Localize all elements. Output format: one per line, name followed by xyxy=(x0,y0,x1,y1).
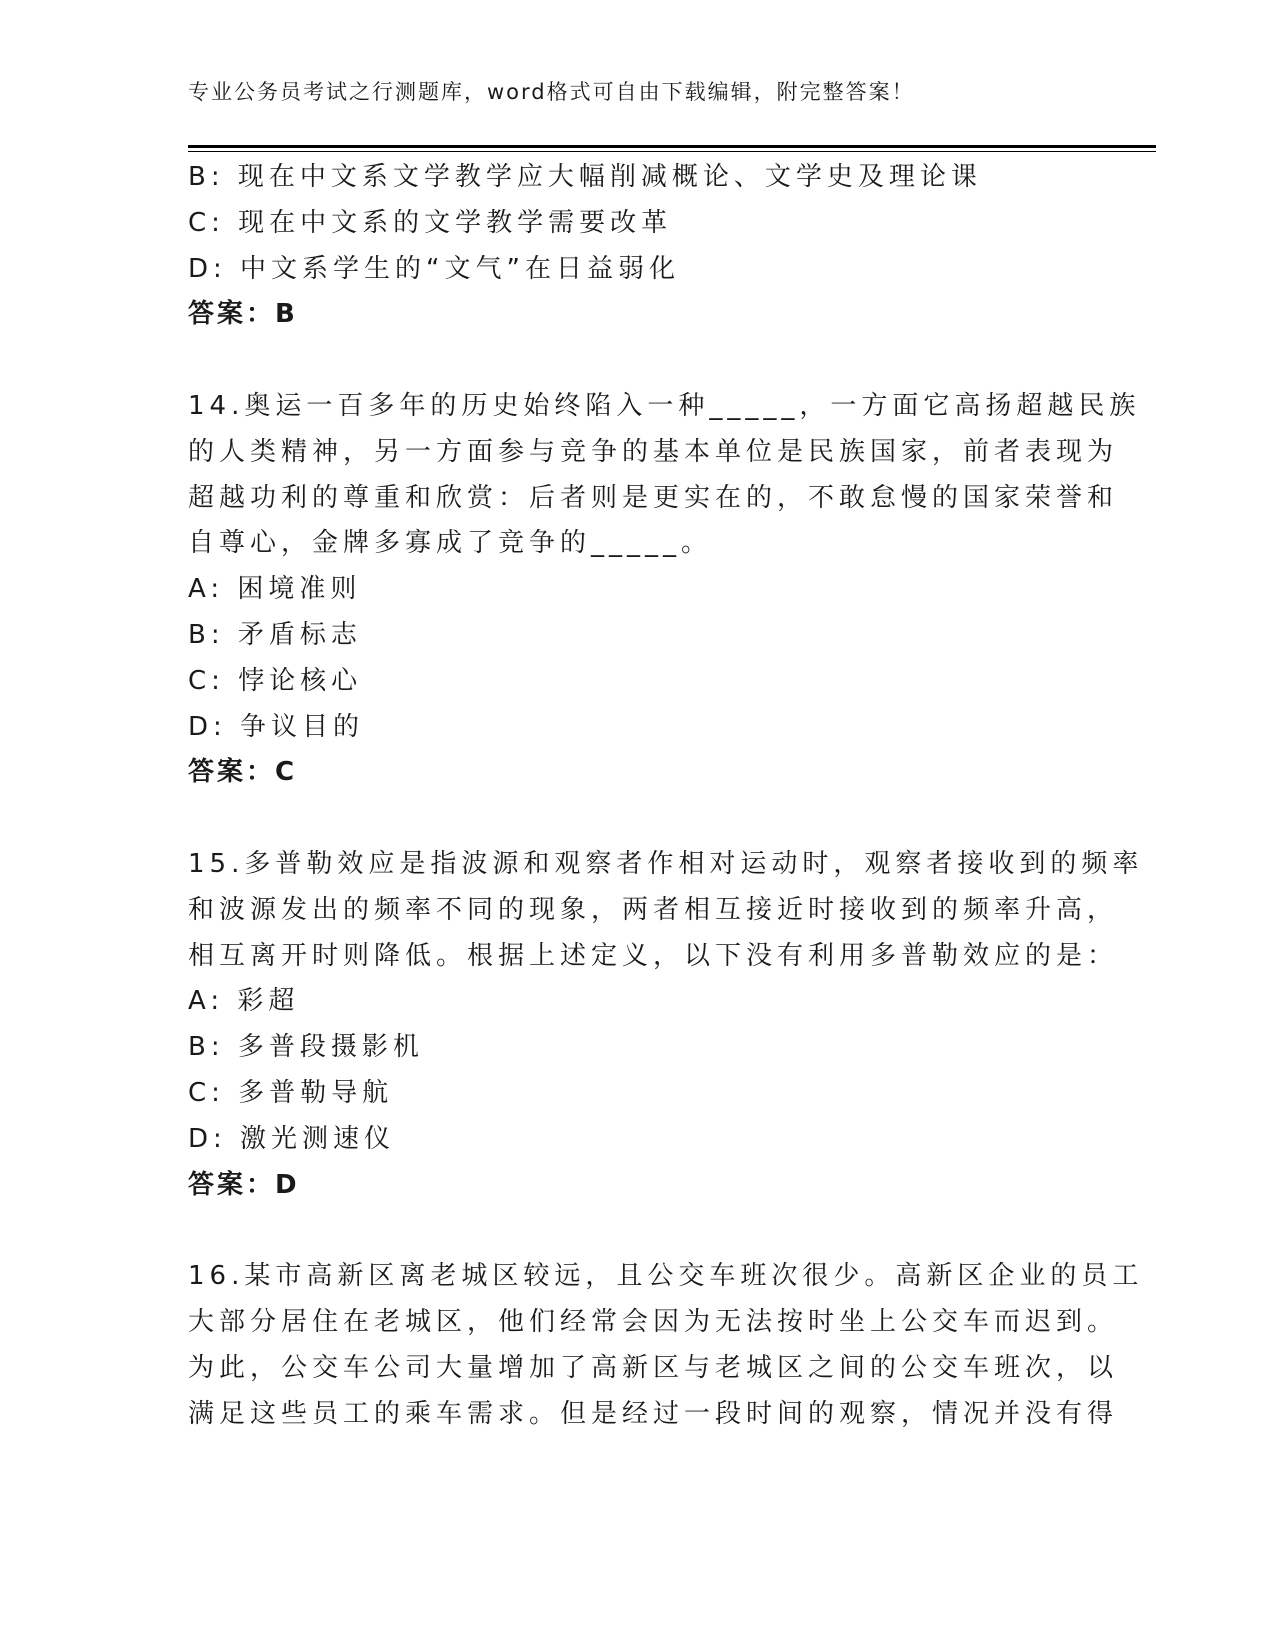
document-body xyxy=(188,155,1144,1437)
question-14 xyxy=(188,384,1141,796)
option-d: D: 激光测速仪 xyxy=(188,1123,396,1154)
option-d: D: 争议目的 xyxy=(188,711,365,742)
question-text: 为此，公交车公司大量增加了高新区与老城区之间的公交车班次，以 xyxy=(188,1352,1119,1383)
spacer xyxy=(188,1208,1088,1254)
header-rule xyxy=(188,145,1156,148)
question-16 xyxy=(188,1254,1144,1437)
answer: 答案：C xyxy=(188,757,298,788)
option-b: B: 现在中文系文学教学应大幅削减概论、文学史及理论课 xyxy=(188,162,982,192)
answer: 答案：D xyxy=(188,1169,300,1200)
option-a: A: 彩超 xyxy=(188,986,300,1017)
spacer xyxy=(188,796,1088,842)
question-15 xyxy=(188,842,1144,1208)
question-text: 的人类精神，另一方面参与竞争的基本单位是民族国家，前者表现为 xyxy=(188,436,1119,467)
answer: 答案：B xyxy=(188,299,298,330)
page-header: 专业公务员考试之行测题库，word格式可自由下载编辑，附完整答案！ xyxy=(188,80,915,104)
question-text: 相互离开时则降低。根据上述定义，以下没有利用多普勒效应的是： xyxy=(188,940,1119,971)
option-b: B: 矛盾标志 xyxy=(188,619,362,650)
question-text: 16.某市高新区离老城区较远，且公交车班次很少。高新区企业的员工 xyxy=(188,1261,1144,1292)
option-d: D: 中文系学生的“文气”在日益弱化 xyxy=(188,253,680,284)
question-text: 14.奥运一百多年的历史始终陷入一种_____，一方面它高扬超越民族 xyxy=(188,390,1141,421)
question-text: 超越功利的尊重和欣赏：后者则是更实在的，不敢怠慢的国家荣誉和 xyxy=(188,482,1119,513)
header-rule-thin xyxy=(188,151,1156,152)
question-text: 大部分居住在老城区，他们经常会因为无法按时坐上公交车而迟到。 xyxy=(188,1306,1119,1337)
spacer xyxy=(188,338,1088,384)
prev-question-options xyxy=(188,155,1088,338)
option-c: C: 悖论核心 xyxy=(188,665,363,696)
question-text: 15.多普勒效应是指波源和观察者作相对运动时，观察者接收到的频率 xyxy=(188,848,1144,879)
question-text: 满足这些员工的乘车需求。但是经过一段时间的观察，情况并没有得 xyxy=(188,1398,1119,1429)
question-text: 和波源发出的频率不同的现象，两者相互接近时接收到的频率升高， xyxy=(188,894,1119,925)
question-text: 自尊心，金牌多寡成了竞争的_____。 xyxy=(188,528,713,559)
option-b: B: 多普段摄影机 xyxy=(188,1032,424,1063)
option-c: C: 现在中文系的文学教学需要改革 xyxy=(188,207,673,238)
option-c: C: 多普勒导航 xyxy=(188,1077,394,1108)
option-a: A: 困境准则 xyxy=(188,574,362,605)
